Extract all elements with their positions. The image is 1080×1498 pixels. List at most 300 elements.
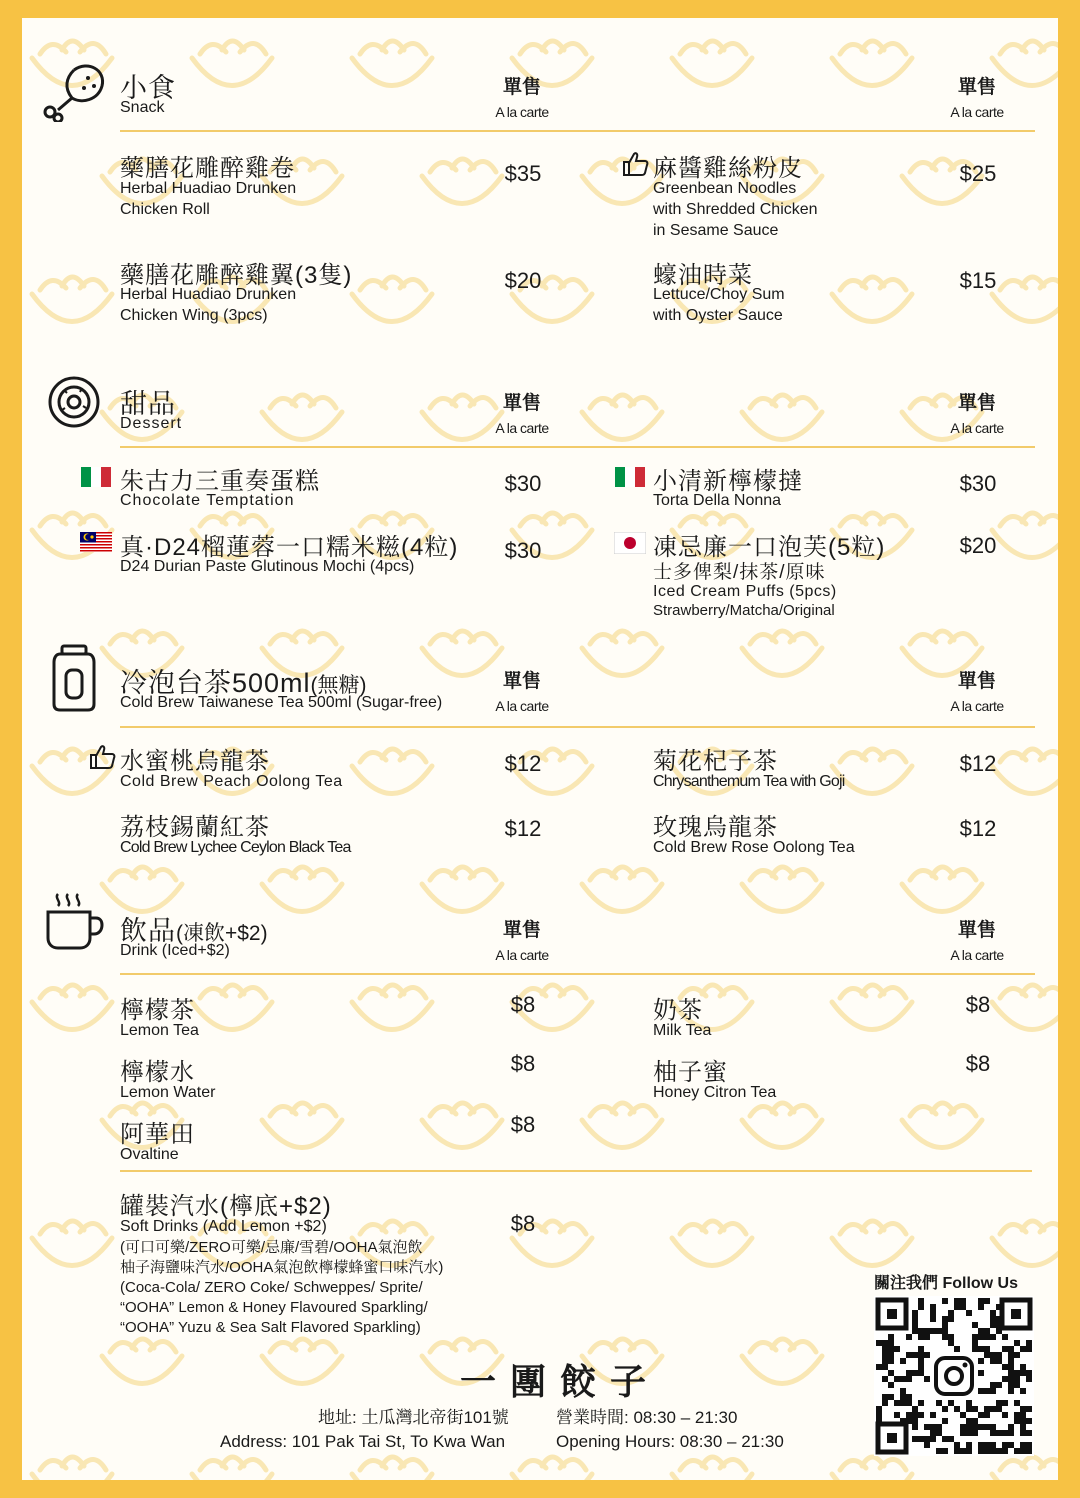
qr-module <box>918 1346 924 1352</box>
qr-module <box>990 1406 996 1412</box>
qr-module <box>984 1346 990 1352</box>
qr-module <box>1014 1382 1020 1388</box>
dumpling-motif <box>422 867 502 912</box>
qr-module <box>990 1316 996 1322</box>
qr-module <box>954 1298 960 1304</box>
qr-module <box>930 1436 936 1442</box>
qr-module <box>888 1370 894 1376</box>
qr-module <box>894 1376 900 1382</box>
qr-module <box>930 1430 936 1436</box>
qr-module <box>924 1424 930 1430</box>
dessert-header-alacarte-left: A la carte <box>495 420 549 436</box>
qr-module <box>942 1406 948 1412</box>
qr-module <box>984 1388 990 1394</box>
qr-module <box>996 1352 1002 1358</box>
dumpling-motif <box>352 985 432 1030</box>
menu-item-name-en: Lemon Water <box>120 1084 216 1101</box>
qr-module <box>894 1400 900 1406</box>
tea-title-zh: 冷泡台茶500ml <box>120 668 311 698</box>
qr-module <box>900 1376 906 1382</box>
dumpling-motif <box>352 1457 432 1480</box>
dumpling-motif <box>102 867 182 912</box>
qr-module <box>984 1298 990 1304</box>
qr-module <box>912 1418 918 1424</box>
qr-module <box>1002 1400 1008 1406</box>
qr-module <box>1002 1376 1008 1382</box>
qr-module <box>918 1304 924 1310</box>
qr-module <box>990 1442 996 1448</box>
tea-header-single-left: 單售 <box>502 671 541 692</box>
qr-module <box>978 1424 984 1430</box>
qr-module <box>996 1406 1002 1412</box>
qr-module <box>924 1328 930 1334</box>
snack-divider <box>120 130 1035 132</box>
qr-module <box>894 1412 900 1418</box>
dessert-header-single-right: 單售 <box>957 393 996 414</box>
menu-item-price: $30 <box>504 471 542 496</box>
menu-item-name-zh: 阿華田 <box>120 1121 195 1148</box>
qr-module <box>1008 1382 1014 1388</box>
qr-module <box>912 1328 918 1334</box>
menu-item-price: $8 <box>510 992 536 1017</box>
qr-module <box>906 1370 912 1376</box>
soft-drinks-name-zh: 罐裝汽水(檸底+$2) <box>120 1193 332 1220</box>
qr-module <box>876 1364 882 1370</box>
qr-module <box>900 1394 906 1400</box>
qr-module <box>888 1358 894 1364</box>
qr-module <box>930 1328 936 1334</box>
qr-module <box>972 1430 978 1436</box>
qr-module <box>990 1310 996 1316</box>
qr-module <box>978 1328 984 1334</box>
drink-header-single-left: 單售 <box>502 920 541 941</box>
qr-module <box>978 1388 984 1394</box>
qr-module <box>960 1304 966 1310</box>
qr-module <box>1020 1406 1026 1412</box>
qr-module <box>924 1352 930 1358</box>
dumpling-motif <box>32 1221 112 1266</box>
qr-module <box>1002 1346 1008 1352</box>
qr-module <box>990 1322 996 1328</box>
snack-header-single-left: 單售 <box>502 77 541 98</box>
qr-module <box>972 1418 978 1424</box>
qr-module <box>1008 1358 1014 1364</box>
qr-module <box>978 1358 984 1364</box>
qr-module <box>900 1388 906 1394</box>
dumpling-motif <box>582 395 662 440</box>
qr-module <box>912 1310 918 1316</box>
qr-module <box>906 1334 912 1340</box>
qr-module <box>882 1376 888 1382</box>
drink-header-single-right: 單售 <box>957 920 996 941</box>
qr-module <box>942 1322 948 1328</box>
qr-module <box>1020 1424 1026 1430</box>
menu-item-name-en: Honey Citron Tea <box>653 1084 777 1101</box>
qr-module <box>996 1448 1002 1454</box>
qr-module <box>972 1340 978 1346</box>
qr-module <box>912 1316 918 1322</box>
qr-module <box>912 1352 918 1358</box>
qr-module <box>996 1382 1002 1388</box>
dumpling-motif <box>582 867 662 912</box>
qr-module <box>906 1412 912 1418</box>
qr-module <box>996 1358 1002 1364</box>
qr-module <box>1020 1364 1026 1370</box>
qr-module <box>960 1430 966 1436</box>
qr-module <box>1020 1448 1026 1454</box>
menu-item-name-zh: 真·D24榴蓮蓉一口糯米糍(4粒) <box>120 534 459 561</box>
address-en: Address: 101 Pak Tai St, To Kwa Wan <box>220 1432 506 1451</box>
qr-module <box>918 1400 924 1406</box>
qr-module <box>918 1328 924 1334</box>
qr-module <box>1008 1364 1014 1370</box>
qr-module <box>960 1412 966 1418</box>
qr-module <box>1008 1388 1014 1394</box>
qr-module <box>876 1412 882 1418</box>
qr-module <box>936 1400 942 1406</box>
qr-module <box>1014 1412 1020 1418</box>
dumpling-motif <box>352 277 432 322</box>
menu-item-name-en: Ovaltine <box>120 1146 179 1163</box>
qr-module <box>1020 1412 1026 1418</box>
soft-drinks-divider <box>120 1170 1032 1172</box>
qr-module <box>954 1346 960 1352</box>
qr-module <box>990 1448 996 1454</box>
soft-drinks-options: (可口可樂/ZERO可樂/忌廉/雪碧/OOHA氣泡飲 柚子海鹽味汽水/OOHA氣泡飲檸檬蜂蜜口味汽水) (Coca-Cola/ ZERO Coke/ Schweppes/ Sprite/ “OOHA” Lemon & Honey Flavoured Sparkling/ “OOHA” Yuzu & Sea Salt Flavored Sparkling) <box>120 1239 444 1336</box>
qr-module <box>1002 1430 1008 1436</box>
qr-module <box>948 1436 954 1442</box>
dumpling-motif <box>262 867 342 912</box>
menu-item-name-en: Greenbean Noodles with Shredded Chicken in Sesame Sauce <box>653 180 818 239</box>
qr-module <box>1008 1346 1014 1352</box>
qr-module <box>960 1424 966 1430</box>
menu-item-name-zh: 檸檬茶 <box>120 997 195 1024</box>
italy-flag-icon <box>614 467 646 487</box>
qr-module <box>978 1304 984 1310</box>
drink-header-alacarte-left: A la carte <box>495 947 549 963</box>
qr-module <box>924 1376 930 1382</box>
qr-module <box>1026 1340 1032 1346</box>
qr-module <box>888 1382 894 1388</box>
qr-module <box>912 1370 918 1376</box>
qr-module <box>966 1448 972 1454</box>
follow-us-label: 關注我們 Follow Us <box>874 1275 1019 1292</box>
qr-module <box>876 1406 882 1412</box>
menu-item-name-zh: 藥膳花雕醉雞卷 <box>120 155 295 182</box>
qr-module <box>882 1340 888 1346</box>
qr-module <box>978 1334 984 1340</box>
qr-module <box>1020 1418 1026 1424</box>
qr-module <box>990 1382 996 1388</box>
qr-module <box>1020 1388 1026 1394</box>
qr-module <box>1020 1430 1026 1436</box>
qr-module <box>954 1304 960 1310</box>
qr-module <box>942 1334 948 1340</box>
qr-module <box>1026 1376 1032 1382</box>
qr-module <box>1002 1364 1008 1370</box>
menu-item-name-en: Chrysanthemum Tea with Goji <box>653 773 845 790</box>
qr-module <box>1008 1430 1014 1436</box>
qr-module <box>984 1328 990 1334</box>
qr-module <box>918 1364 924 1370</box>
menu-item-name-en: Cold Brew Lychee Ceylon Black Tea <box>120 839 351 856</box>
qr-module <box>888 1346 894 1352</box>
qr-module <box>876 1340 882 1346</box>
dumpling-motif <box>672 1457 752 1480</box>
qr-module <box>1020 1370 1026 1376</box>
bottle-icon <box>52 644 96 712</box>
qr-module <box>996 1430 1002 1436</box>
qr-module <box>1002 1448 1008 1454</box>
dumpling-motif <box>352 749 432 794</box>
dumpling-motif <box>832 1221 912 1266</box>
menu-item-name-en: Iced Cream Puffs (5pcs) <box>653 583 837 600</box>
menu-item-price: $8 <box>510 1211 536 1236</box>
dessert-header-single-left: 單售 <box>502 393 541 414</box>
dessert-header-alacarte-right: A la carte <box>950 420 1004 436</box>
qr-module <box>966 1424 972 1430</box>
qr-module <box>990 1430 996 1436</box>
qr-module <box>924 1436 930 1442</box>
qr-module <box>1014 1352 1020 1358</box>
qr-module <box>948 1310 954 1316</box>
menu-item-price: $20 <box>959 533 997 558</box>
qr-module <box>990 1424 996 1430</box>
qr-module <box>918 1352 924 1358</box>
tea-header-alacarte-right: A la carte <box>950 698 1004 714</box>
qr-module <box>888 1352 894 1358</box>
menu-item-name-zh: 凍忌廉一口泡芙(5粒) <box>653 534 886 561</box>
dumpling-motif <box>672 1221 752 1266</box>
menu-item-price: $30 <box>504 538 542 563</box>
dumpling-motif <box>32 985 112 1030</box>
menu-item-price: $35 <box>504 161 542 186</box>
dumpling-motif <box>582 631 662 676</box>
qr-module <box>882 1358 888 1364</box>
qr-module <box>978 1298 984 1304</box>
menu-item-price: $8 <box>510 1051 536 1076</box>
qr-module <box>924 1442 930 1448</box>
tea-header-alacarte-left: A la carte <box>495 698 549 714</box>
menu-item-name-zh: 奶茶 <box>653 997 703 1024</box>
qr-module <box>942 1298 948 1304</box>
qr-module <box>900 1358 906 1364</box>
qr-module <box>960 1298 966 1304</box>
menu-item-price: $8 <box>965 992 991 1017</box>
qr-module <box>1026 1418 1032 1424</box>
qr-module <box>882 1400 888 1406</box>
qr-module <box>990 1388 996 1394</box>
menu-item-name-en: Milk Tea <box>653 1022 712 1039</box>
qr-module <box>882 1394 888 1400</box>
menu-item-price: $12 <box>959 816 997 841</box>
qr-module <box>918 1334 924 1340</box>
qr-module <box>942 1328 948 1334</box>
menu-item-flavours-en: Strawberry/Matcha/Original <box>653 602 835 619</box>
qr-module <box>1002 1442 1008 1448</box>
qr-module <box>1008 1376 1014 1382</box>
qr-module <box>942 1316 948 1322</box>
dumpling-motif <box>192 985 272 1030</box>
qr-module <box>978 1448 984 1454</box>
dumpling-motif <box>192 1457 272 1480</box>
thumbs-up-icon <box>89 744 117 770</box>
qr-module <box>966 1406 972 1412</box>
qr-module <box>936 1328 942 1334</box>
qr-module <box>954 1442 960 1448</box>
qr-module <box>1008 1442 1014 1448</box>
qr-module <box>906 1400 912 1406</box>
qr-module <box>1014 1376 1020 1382</box>
qr-module <box>984 1442 990 1448</box>
qr-module <box>1002 1334 1008 1340</box>
menu-item-name-zh: 蠔油時菜 <box>653 262 753 289</box>
menu-item-name-en: Herbal Huadiao Drunken Chicken Wing (3pcs) <box>120 286 297 324</box>
dumpling-motif <box>262 1103 342 1148</box>
qr-module <box>966 1430 972 1436</box>
qr-module <box>948 1340 954 1346</box>
tea-title-en: Cold Brew Taiwanese Tea 500ml (Sugar-free) <box>120 694 443 711</box>
malaysia-flag-icon <box>80 532 112 552</box>
instagram-qr-code[interactable] <box>874 1296 1034 1456</box>
qr-module <box>912 1424 918 1430</box>
qr-module <box>936 1448 942 1454</box>
opening-hours-zh: 營業時間: 08:30 – 21:30 <box>556 1408 738 1427</box>
dessert-title-en: Dessert <box>120 415 183 432</box>
qr-module <box>996 1400 1002 1406</box>
drink-title-zh: 飲品 <box>120 916 176 946</box>
menu-item-price: $20 <box>504 268 542 293</box>
qr-module <box>930 1310 936 1316</box>
qr-module <box>972 1424 978 1430</box>
menu-item-price: $8 <box>510 1112 536 1137</box>
chicken-leg-icon <box>40 60 108 122</box>
qr-module <box>990 1334 996 1340</box>
qr-module <box>906 1352 912 1358</box>
qr-module <box>930 1412 936 1418</box>
dumpling-motif <box>832 985 912 1030</box>
qr-module <box>978 1442 984 1448</box>
italy-flag-icon <box>80 467 112 487</box>
menu-item-name-en: Cold Brew Rose Oolong Tea <box>653 839 855 856</box>
qr-module <box>1014 1340 1020 1346</box>
qr-module <box>942 1448 948 1454</box>
dumpling-motif <box>262 1339 342 1384</box>
thumbs-up-icon <box>622 151 650 177</box>
qr-module <box>972 1346 978 1352</box>
japan-flag-icon <box>614 532 646 554</box>
menu-item-name-zh: 柚子蜜 <box>653 1059 728 1086</box>
dumpling-motif <box>672 41 752 86</box>
qr-module <box>888 1394 894 1400</box>
qr-module <box>900 1400 906 1406</box>
brand-name: 一團餃子 <box>460 1361 661 1402</box>
menu-item-name-zh: 麻醬雞絲粉皮 <box>653 155 803 182</box>
qr-module <box>1020 1346 1026 1352</box>
qr-module <box>966 1400 972 1406</box>
dumpling-motif <box>832 41 912 86</box>
qr-module <box>912 1412 918 1418</box>
dumpling-motif <box>992 1221 1058 1266</box>
dumpling-motif <box>32 277 112 322</box>
qr-module <box>1008 1424 1014 1430</box>
snack-header-single-right: 單售 <box>957 77 996 98</box>
menu-item-name-zh: 小清新檸檬撻 <box>653 468 803 495</box>
menu-item-price: $15 <box>959 268 997 293</box>
dumpling-motif <box>742 395 822 440</box>
qr-module <box>918 1436 924 1442</box>
qr-module <box>1014 1370 1020 1376</box>
qr-module <box>918 1358 924 1364</box>
qr-module <box>972 1322 978 1328</box>
dumpling-motif <box>742 867 822 912</box>
dumpling-motif <box>992 1457 1058 1480</box>
menu-item-price: $12 <box>504 751 542 776</box>
qr-module <box>894 1346 900 1352</box>
drink-title-zh-note: (凍飲+$2) <box>176 922 268 945</box>
qr-module <box>990 1352 996 1358</box>
dumpling-motif <box>902 867 982 912</box>
snack-header-alacarte-right: A la carte <box>950 104 1004 120</box>
dumpling-motif <box>262 395 342 440</box>
qr-module <box>984 1406 990 1412</box>
qr-module <box>930 1304 936 1310</box>
qr-module <box>960 1448 966 1454</box>
menu-item-name-zh: 檸檬水 <box>120 1059 195 1086</box>
dessert-title-zh: 甜品 <box>120 389 176 419</box>
menu-item-name-en: D24 Durian Paste Glutinous Mochi (4pcs) <box>120 558 415 575</box>
qr-module <box>966 1310 972 1316</box>
menu-panel <box>22 18 1058 1480</box>
menu-item-name-en: Cold Brew Peach Oolong Tea <box>120 773 343 790</box>
qr-module <box>936 1424 942 1430</box>
qr-module <box>1026 1430 1032 1436</box>
qr-module <box>984 1424 990 1430</box>
qr-module <box>984 1334 990 1340</box>
menu-item-name-en: Lettuce/Choy Sum with Oyster Sauce <box>653 286 785 324</box>
qr-module <box>942 1436 948 1442</box>
qr-module <box>918 1298 924 1304</box>
qr-module <box>942 1418 948 1424</box>
qr-module <box>888 1334 894 1340</box>
qr-module <box>882 1352 888 1358</box>
drink-title-en: Drink (Iced+$2) <box>120 942 230 959</box>
snack-header-alacarte-left: A la carte <box>495 104 549 120</box>
qr-module <box>888 1340 894 1346</box>
qr-module <box>1026 1406 1032 1412</box>
qr-module <box>954 1406 960 1412</box>
qr-module <box>966 1418 972 1424</box>
qr-module <box>924 1334 930 1340</box>
menu-item-name-zh: 藥膳花雕醉雞翼(3隻) <box>120 262 353 289</box>
hot-cup-icon <box>46 890 104 950</box>
tea-divider <box>120 726 1035 728</box>
drink-header-alacarte-right: A la carte <box>950 947 1004 963</box>
menu-item-name-en: Lemon Tea <box>120 1022 199 1039</box>
dumpling-motif <box>742 1339 822 1384</box>
menu-item-name-zh: 朱古力三重奏蛋糕 <box>120 468 320 495</box>
qr-module <box>990 1358 996 1364</box>
qr-module <box>912 1436 918 1442</box>
qr-module <box>984 1448 990 1454</box>
qr-module <box>966 1442 972 1448</box>
dumpling-motif <box>352 41 432 86</box>
qr-module <box>1026 1346 1032 1352</box>
qr-module <box>1008 1352 1014 1358</box>
dumpling-motif <box>902 1103 982 1148</box>
qr-module <box>906 1394 912 1400</box>
dumpling-motif <box>192 41 272 86</box>
